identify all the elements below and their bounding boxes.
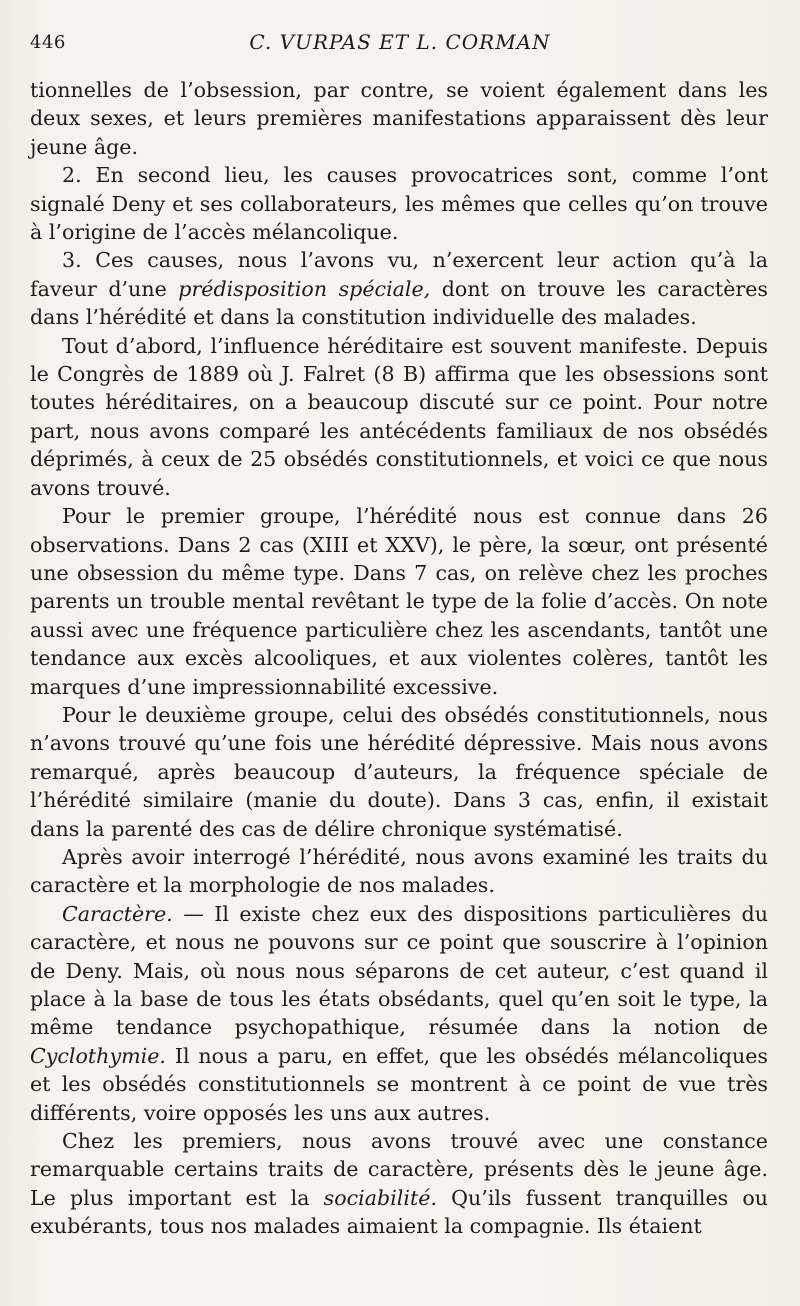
section-lead-term: Caractère. <box>62 901 173 926</box>
body-text <box>30 76 768 1241</box>
paragraph-text: 3. Ces causes, nous l’avons vu, n’exercent leur action qu’à la faveur d’une <box>30 248 768 301</box>
paragraph-caractere <box>30 900 768 1127</box>
paragraph-point-2 <box>30 161 768 246</box>
paragraph-text: Après avoir interrogé l’hérédité, nous avons examiné les traits du caractère et la morphologie de nos malades. <box>30 844 768 898</box>
paragraph-text: tionnelles de l’obsession, par contre, se voient également dans les deux sexes, et leurs premières manifestations apparaissent dès leur jeune âge. <box>30 78 768 159</box>
paragraph-text: 2. En second lieu, les causes provocatrices sont, comme l’ont signalé Deny et ses collaborateurs, les mêmes que celles qu’on trouve à l’origine de l’accès mélancolique. <box>30 163 768 245</box>
emphasis-term: Cyclothymie. <box>30 1043 166 1068</box>
paragraph-text: dont on trouve les caractères dans l’hérédité et dans la constitution individuelle des malades. <box>30 276 768 330</box>
paragraph-first-group <box>30 502 768 701</box>
paragraph-heredity <box>30 332 768 502</box>
page-header <box>30 28 770 58</box>
paragraph-text: — Il existe chez eux des dispositions particulières du caractère, et nous ne pouvons sur ce point que souscrire à l’opinion de Deny. Mais, où nous nous séparons de cet auteur, c’est quand il place à la base de tous les états obsédants, quel qu’en soit le type, la même tendance psychopathique, résumée dans la notion de <box>30 901 768 1040</box>
paragraph-second-group <box>30 701 768 843</box>
paragraph-continuation <box>30 76 768 161</box>
page-number: 446 <box>30 32 66 53</box>
paragraph-text: Pour le premier groupe, l’hérédité nous est connue dans 26 observations. Dans 2 cas (XIII et XXV), le père, la sœur, ont présenté une obsession du même type. Dans 7 cas, on relève chez les proches parents un trouble mental revêtant le type de la folie d’accès. On note aussi avec une fréquence particulière chez les ascendants, tantôt une tendance aux excès alcooliques, et aux violentes colères, tantôt les marques d’une impressionnabilité excessive. <box>30 504 768 699</box>
paragraph-point-3 <box>30 246 768 331</box>
emphasis-term: prédisposition spéciale, <box>178 276 431 301</box>
paragraph-text: Il nous a paru, en effet, que les obsédés mélancoliques et les obsédés constitutionnels se montrent à ce point de vue très différents, voire opposés les uns aux autres. <box>30 1043 768 1125</box>
paragraph-text: Tout d’abord, l’influence héréditaire est souvent manifeste. Depuis le Congrès de 1889 où J. Falret (8 B) affirma que les obsessions sont toutes héréditaires, on a beaucoup discuté sur ce point. Pour notre part, nous avons comparé les antécédents familiaux de nos obsédés déprimés, à ceux de 25 obsédés constitutionnels, et voici ce que nous avons trouvé. <box>30 333 768 500</box>
paragraph-text: Pour le deuxième groupe, celui des obsédés constitutionnels, nous n’avons trouvé qu’une fois une hérédité dépressive. Mais nous avons remarqué, après beaucoup d’auteurs, la fréquence spéciale de l’hérédité similaire (manie du doute). Dans 3 cas, enfin, il existait dans la parenté des cas de délire chronique systématisé. <box>30 702 768 841</box>
paragraph-sociabilite <box>30 1127 768 1241</box>
paragraph-text: Qu’ils fussent tranquilles ou exubérants, tous nos malades aimaient la compagnie. Ils étaient <box>30 1185 768 1239</box>
paragraph-text: Chez les premiers, nous avons trouvé avec une constance remarquable certains traits de caractère, présents dès le jeune âge. Le plus important est la <box>30 1129 768 1210</box>
emphasis-term: sociabilité. <box>323 1185 437 1210</box>
running-head: C. VURPAS ET L. CORMAN <box>249 30 551 54</box>
paragraph-transition <box>30 843 768 900</box>
